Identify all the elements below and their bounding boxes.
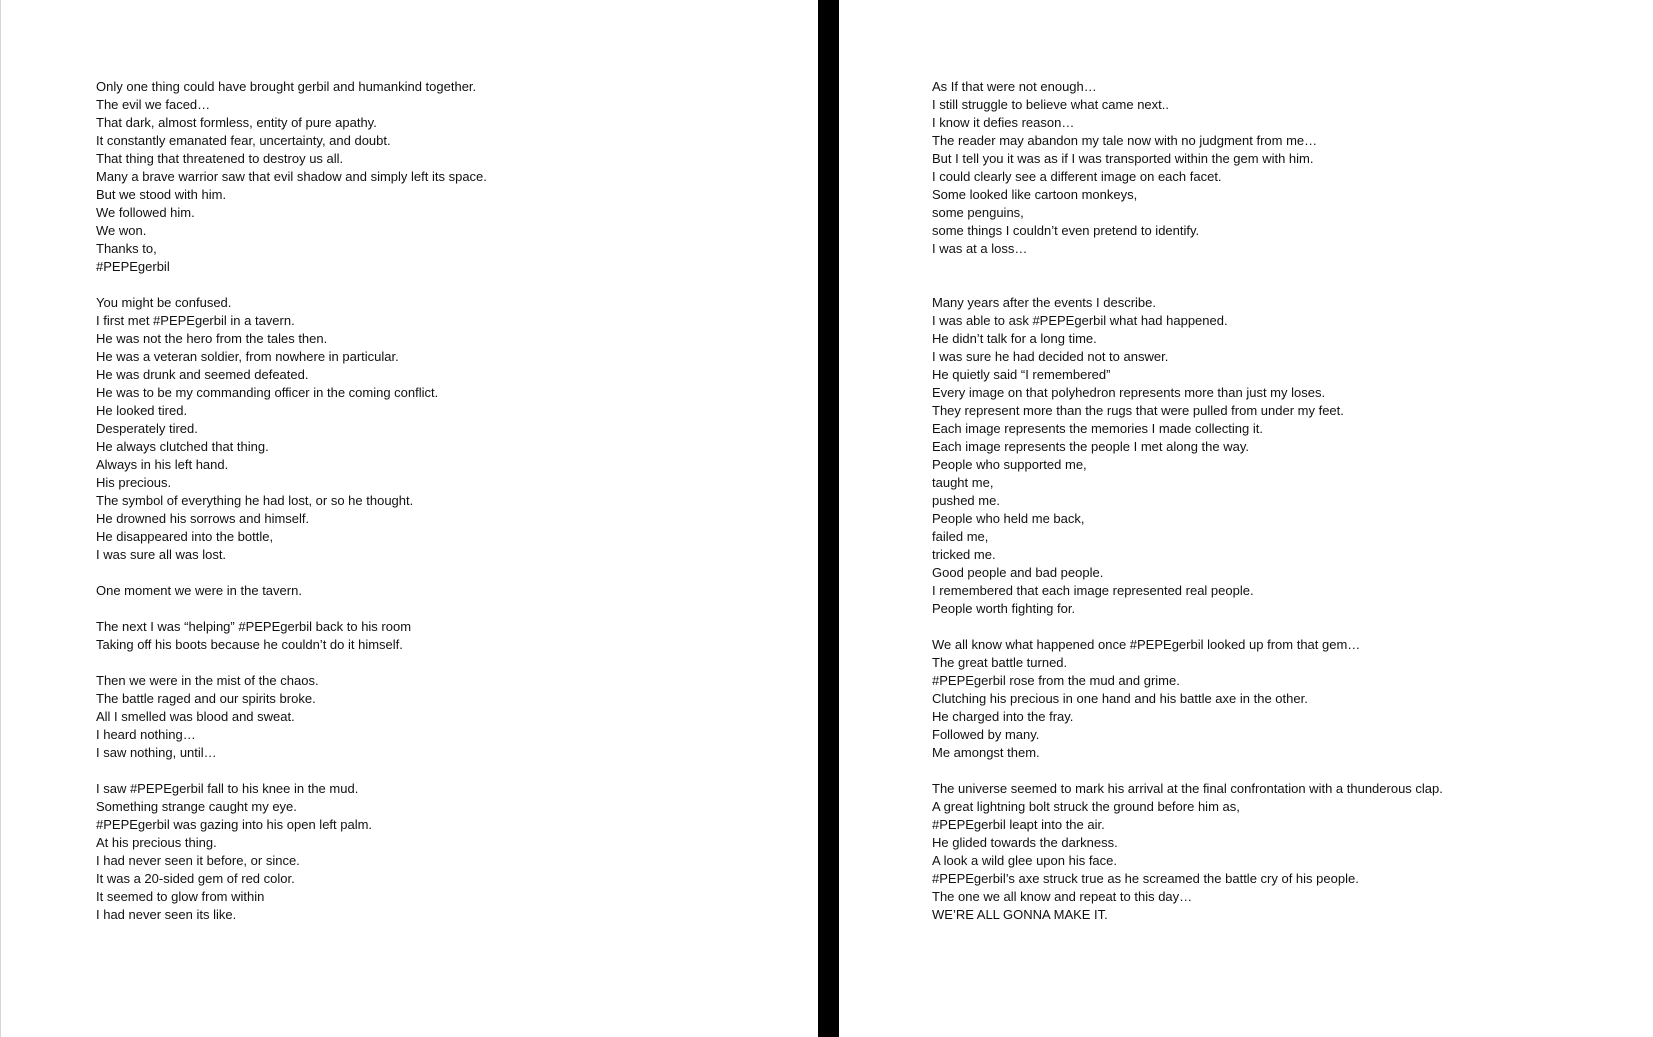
text-line: He looked tired. xyxy=(96,403,188,418)
text-line: People worth fighting for. xyxy=(932,601,1076,616)
text-line: He charged into the fray. xyxy=(932,709,1074,724)
text-line: It was a 20-sided gem of red color. xyxy=(96,871,295,886)
text-line: Some looked like cartoon monkeys, xyxy=(932,187,1138,202)
text-line: some things I couldn’t even pretend to identify. xyxy=(932,223,1200,238)
text-line: some penguins, xyxy=(932,205,1024,220)
text-line: He quietly said “I remembered” xyxy=(932,367,1111,382)
text-line: I was sure all was lost. xyxy=(96,547,227,562)
text-line: pushed me. xyxy=(932,493,1000,508)
text-line: The universe seemed to mark his arrival at the final confrontation with a thunderous clap. xyxy=(932,781,1443,796)
text-line: It constantly emanated fear, uncertainty, and doubt. xyxy=(96,133,391,148)
text-line: He was not the hero from the tales then. xyxy=(96,331,328,346)
text-line: People who held me back, xyxy=(932,511,1085,526)
text-line: I had never seen it before, or since. xyxy=(96,853,300,868)
text-line: Many years after the events I describe. xyxy=(932,295,1156,310)
text-line: Thanks to, xyxy=(96,241,157,256)
text-line xyxy=(96,564,818,582)
text-line xyxy=(932,762,1653,780)
text-line: Always in his left hand. xyxy=(96,457,229,472)
text-line: I was able to ask #PEPEgerbil what had happened. xyxy=(932,313,1228,328)
text-line: As If that were not enough… xyxy=(932,79,1097,94)
text-line xyxy=(932,258,1653,276)
text-line: Taking off his boots because he couldn’t do it himself. xyxy=(96,637,403,652)
text-line: Every image on that polyhedron represents more than just my loses. xyxy=(932,385,1326,400)
text-line xyxy=(96,654,818,672)
left-page xyxy=(0,0,818,1037)
text-line xyxy=(96,600,818,618)
text-line: I was sure he had decided not to answer. xyxy=(932,349,1169,364)
text-line: Each image represents the memories I made collecting it. xyxy=(932,421,1263,436)
text-line xyxy=(96,276,818,294)
text-line: He was a veteran soldier, from nowhere in particular. xyxy=(96,349,399,364)
text-line: The reader may abandon my tale now with no judgment from me… xyxy=(932,133,1318,148)
text-line: He didn’t talk for a long time. xyxy=(932,331,1097,346)
text-line: He was to be my commanding officer in the coming conflict. xyxy=(96,385,439,400)
page-gutter xyxy=(818,0,839,1037)
right-page xyxy=(839,0,1653,1037)
text-line: He was drunk and seemed defeated. xyxy=(96,367,309,382)
text-line xyxy=(932,276,1653,294)
text-line: I first met #PEPEgerbil in a tavern. xyxy=(96,313,295,328)
text-line: Desperately tired. xyxy=(96,421,198,436)
text-line: A great lightning bolt struck the ground before him as, xyxy=(932,799,1240,814)
text-line: It seemed to glow from within xyxy=(96,889,265,904)
text-line: That thing that threatened to destroy us all. xyxy=(96,151,344,166)
text-line: Then we were in the mist of the chaos. xyxy=(96,673,319,688)
text-line: He disappeared into the bottle, xyxy=(96,529,274,544)
text-line: taught me, xyxy=(932,475,994,490)
text-line: But I tell you it was as if I was transported within the gem with him. xyxy=(932,151,1314,166)
text-line: Each image represents the people I met along the way. xyxy=(932,439,1250,454)
text-line: That dark, almost formless, entity of pure apathy. xyxy=(96,115,377,130)
text-line: The one we all know and repeat to this day… xyxy=(932,889,1193,904)
text-line: I heard nothing… xyxy=(96,727,196,742)
text-line: Something strange caught my eye. xyxy=(96,799,297,814)
text-line: The next I was “helping” #PEPEgerbil back to his room xyxy=(96,619,412,634)
text-line: Many a brave warrior saw that evil shadow and simply left its space. xyxy=(96,169,487,184)
text-line: His precious. xyxy=(96,475,172,490)
right-page-text xyxy=(932,78,1653,924)
text-line: He drowned his sorrows and himself. xyxy=(96,511,310,526)
text-line: I remembered that each image represented real people. xyxy=(932,583,1254,598)
text-line: WE’RE ALL GONNA MAKE IT. xyxy=(932,907,1108,922)
text-line: The battle raged and our spirits broke. xyxy=(96,691,316,706)
text-line: You might be confused. xyxy=(96,295,232,310)
text-line: #PEPEgerbil rose from the mud and grime. xyxy=(932,673,1180,688)
text-line: The evil we faced… xyxy=(96,97,211,112)
text-line: We won. xyxy=(96,223,147,238)
text-line: But we stood with him. xyxy=(96,187,227,202)
text-line: tricked me. xyxy=(932,547,996,562)
text-line: I had never seen its like. xyxy=(96,907,237,922)
text-line: People who supported me, xyxy=(932,457,1087,472)
text-line: A look a wild glee upon his face. xyxy=(932,853,1118,868)
text-line: Me amongst them. xyxy=(932,745,1040,760)
left-page-text xyxy=(96,78,818,924)
text-line: #PEPEgerbil xyxy=(96,259,170,274)
text-line: All I smelled was blood and sweat. xyxy=(96,709,295,724)
text-line: We followed him. xyxy=(96,205,195,220)
text-line: At his precious thing. xyxy=(96,835,217,850)
text-line: Good people and bad people. xyxy=(932,565,1104,580)
text-line: Clutching his precious in one hand and his battle axe in the other. xyxy=(932,691,1308,706)
text-line: They represent more than the rugs that were pulled from under my feet. xyxy=(932,403,1344,418)
text-line: I know it defies reason… xyxy=(932,115,1075,130)
text-line: He always clutched that thing. xyxy=(96,439,269,454)
text-line: #PEPEgerbil leapt into the air. xyxy=(932,817,1105,832)
text-line: failed me, xyxy=(932,529,989,544)
text-line: #PEPEgerbil was gazing into his open left palm. xyxy=(96,817,373,832)
text-line xyxy=(932,618,1653,636)
text-line: Only one thing could have brought gerbil and humankind together. xyxy=(96,79,477,94)
text-line: I was at a loss… xyxy=(932,241,1028,256)
text-line: I still struggle to believe what came next.. xyxy=(932,97,1170,112)
text-line: The symbol of everything he had lost, or so he thought. xyxy=(96,493,414,508)
text-line: I could clearly see a different image on each facet. xyxy=(932,169,1222,184)
page-edge xyxy=(0,0,1,1037)
text-line: He glided towards the darkness. xyxy=(932,835,1118,850)
text-line: We all know what happened once #PEPEgerbil looked up from that gem… xyxy=(932,637,1361,652)
text-line: I saw nothing, until… xyxy=(96,745,217,760)
text-line: I saw #PEPEgerbil fall to his knee in the mud. xyxy=(96,781,359,796)
text-line xyxy=(96,762,818,780)
text-line: Followed by many. xyxy=(932,727,1040,742)
text-line: The great battle turned. xyxy=(932,655,1068,670)
text-line: One moment we were in the tavern. xyxy=(96,583,302,598)
text-line: #PEPEgerbil’s axe struck true as he screamed the battle cry of his people. xyxy=(932,871,1359,886)
